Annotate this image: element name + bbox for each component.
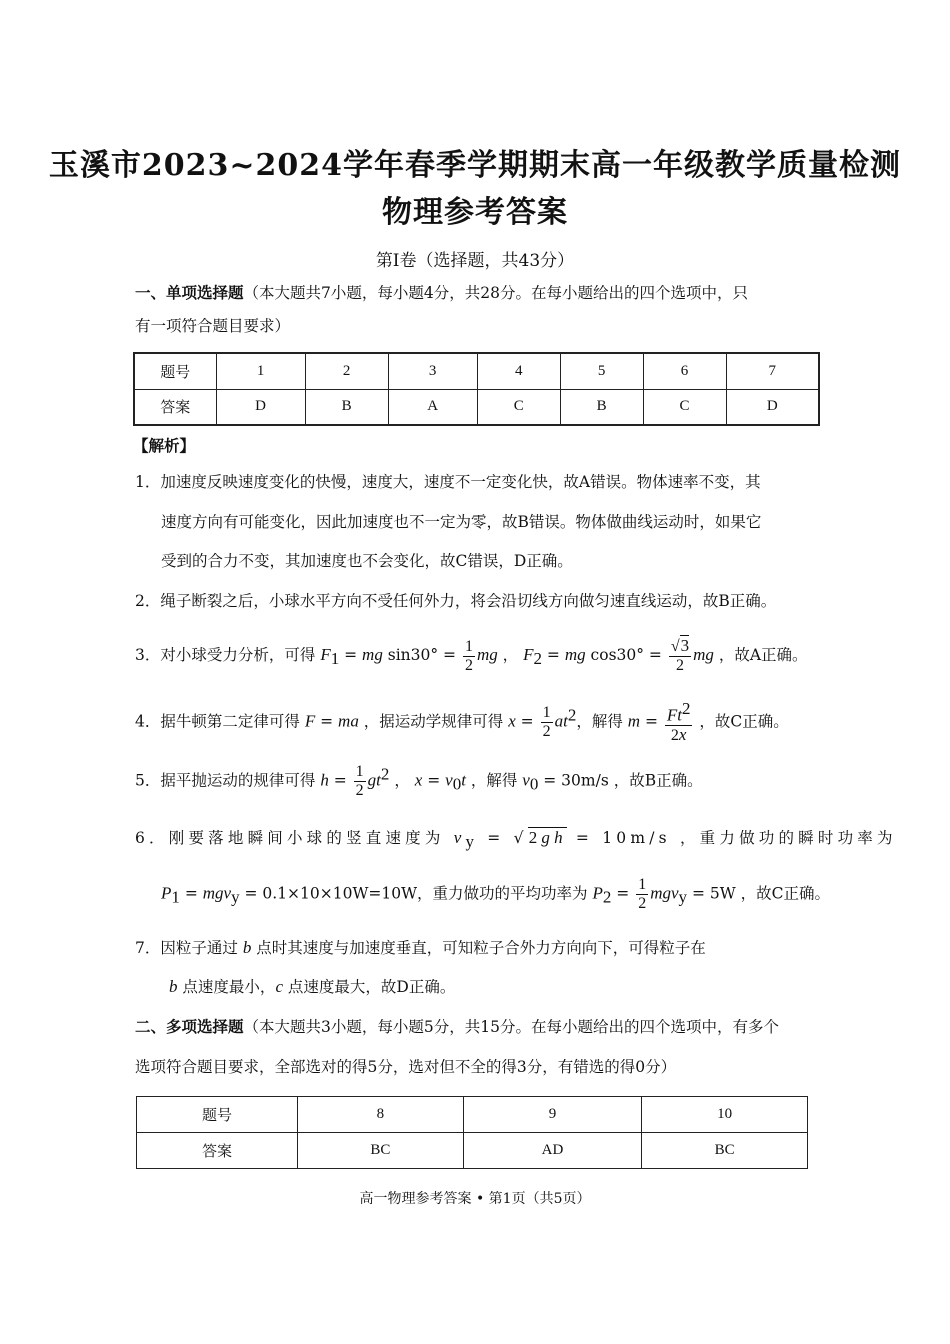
math-variable: m [627, 711, 641, 731]
math-variable: mg [362, 645, 383, 664]
row-label: 答案 [134, 389, 216, 425]
text-run: ， [497, 646, 524, 664]
table-row [137, 1133, 808, 1169]
question-number: 10 [642, 1097, 808, 1133]
text-run: = [542, 646, 565, 664]
math-variable: Ft [666, 705, 682, 725]
section1-desc: （本大题共7小题，每小题4分，共28分。在每小题给出的四个选项中，只 [243, 284, 748, 302]
table-row [134, 389, 819, 425]
row-label: 答案 [137, 1133, 298, 1169]
math-fraction [541, 704, 553, 741]
section1-intro [135, 282, 820, 304]
table-row [137, 1097, 808, 1133]
math-variable: mgv [650, 883, 679, 903]
answer-table-2 [136, 1096, 808, 1169]
math-variable: mg [564, 645, 586, 664]
math-subscript: y [231, 887, 240, 907]
question-number: 2 [305, 353, 388, 389]
item-number: 5． [135, 771, 161, 790]
item-number: 6． [135, 829, 169, 847]
section1-heading: 一、单项选择题 [135, 283, 244, 302]
math-variable: gt [367, 770, 381, 790]
text-run: 2 [464, 656, 473, 674]
text-run: 2 [528, 828, 542, 847]
item-number: 7． [135, 939, 161, 957]
fraction-numerator [463, 638, 475, 657]
answer-table-1 [133, 352, 820, 426]
table-row [134, 353, 819, 389]
page-footer: 高一物理参考答案 • 第1页（共5页） [359, 1191, 591, 1207]
text-run: ，故C正确。 [694, 712, 789, 731]
math-subscript: 2 [602, 887, 612, 907]
answer-cell: C [477, 389, 560, 425]
text-run: = 5W ，故C正确。 [687, 884, 830, 903]
math-variable: ma [338, 711, 359, 731]
text-run: = [611, 884, 635, 903]
answer-cell: AD [463, 1133, 642, 1169]
section2-intro [135, 1016, 820, 1038]
math-superscript: 2 [380, 764, 390, 784]
question-number: 7 [726, 353, 819, 389]
text-run: = [515, 712, 539, 731]
part-heading: 第Ⅰ卷（选择题，共43分） [375, 251, 575, 271]
explanation-line [135, 700, 820, 745]
answer-cell: A [388, 389, 477, 425]
math-variable: F [304, 711, 316, 731]
explanation-line [169, 976, 854, 998]
item-number: 3． [135, 646, 161, 664]
math-variable: x [678, 725, 687, 745]
math-variable: P [592, 883, 603, 903]
math-variable: mgv [202, 883, 232, 903]
math-variable: F [523, 645, 534, 664]
math-variable: h [320, 770, 329, 790]
math-subscript: y [465, 832, 479, 852]
item-number: 2． [135, 592, 161, 610]
math-variable: c [275, 977, 283, 996]
explanation-line [161, 876, 846, 913]
row-label: 题号 [134, 353, 216, 389]
sqrt-sign: √ [670, 638, 680, 655]
text-run: 速度方向有可能变化，因此加速度也不一定为零，故B错误。物体做曲线运动时，如果它 [161, 513, 762, 531]
text-run: = [339, 646, 363, 664]
text-run: = [640, 712, 663, 731]
explanation-line [161, 550, 846, 572]
answer-cell: B [560, 389, 643, 425]
section1-desc-2: 有一项符合题目要求） [135, 317, 291, 335]
text-run: ， [389, 771, 415, 790]
text-run: 刚要落地瞬间小球的竖直速度为 [168, 829, 454, 847]
answer-cell: D [216, 389, 305, 425]
text-run: = [179, 884, 203, 903]
text-run: 1 [638, 876, 647, 893]
text-run: 受到的合力不变，其加速度也不会变化，故C错误，D正确。 [161, 552, 573, 570]
math-subscript: y [678, 887, 688, 907]
math-subscript: 1 [330, 649, 340, 669]
text-run: 3 [680, 636, 690, 655]
text-run: 因粒子通过 [160, 939, 243, 957]
math-variable: mg [693, 645, 714, 664]
section2-desc-2: 选项符合题目要求，全部选对的得5分，选对但不全的得3分，有错选的得0分） [135, 1058, 677, 1076]
question-number: 3 [388, 353, 477, 389]
text-run: 点速度最小， [177, 978, 276, 996]
math-variable: mg [476, 645, 498, 664]
math-fraction [354, 763, 366, 800]
fraction-numerator [669, 637, 691, 657]
question-number: 8 [298, 1097, 464, 1133]
text-run: 点时其速度与加速度垂直，可知粒子合外力方向向下，可得粒子在 [251, 939, 706, 957]
text-run: sin30° = [382, 646, 461, 664]
math-variable: v [453, 828, 466, 847]
question-number: 1 [216, 353, 305, 389]
row-label: 题号 [137, 1097, 298, 1133]
text-run: 2 [638, 895, 647, 912]
math-variable: b [169, 977, 178, 996]
text-run: 点速度最大，故D正确。 [282, 978, 456, 996]
text-run: 据平抛运动的规律可得 [160, 771, 321, 790]
math-subscript: 0 [529, 774, 539, 794]
math-subscript: 1 [171, 887, 180, 907]
text-run: ，故A正确。 [713, 646, 808, 664]
math-superscript: 2 [567, 705, 577, 725]
math-subscript: 0 [452, 774, 462, 794]
explanation-line [135, 763, 820, 800]
question-number: 9 [463, 1097, 642, 1133]
item-number: 1． [135, 473, 161, 491]
math-variable: x [508, 711, 516, 731]
fraction-numerator [636, 876, 648, 895]
math-variable: gh [541, 828, 567, 847]
fraction-numerator [354, 763, 366, 782]
section2-desc: （本大题共3小题，每小题5分，共15分。在每小题给出的四个选项中，有多个 [243, 1018, 779, 1036]
math-variable: P [161, 883, 172, 903]
text-run: = 30m/s ，故B正确。 [538, 771, 703, 790]
fraction-denominator [638, 895, 646, 913]
fraction-numerator [665, 700, 693, 726]
item-number: 4． [135, 712, 161, 731]
explanation-line [135, 637, 820, 675]
answer-cell: D [726, 389, 819, 425]
explanation-line [135, 937, 820, 959]
explanation-line [135, 471, 820, 493]
text-run: = √ [478, 829, 528, 847]
text-run: 1 [355, 763, 364, 780]
text-run: 2 [675, 657, 684, 674]
fraction-denominator [543, 723, 551, 741]
text-run: 绳子断裂之后，小球水平方向不受任何外力，将会沿切线方向做匀速直线运动，故B正确。 [160, 592, 777, 610]
text-run: 据牛顿第二定律可得 [160, 712, 305, 731]
question-number: 4 [477, 353, 560, 389]
question-number: 6 [643, 353, 726, 389]
section2-heading: 二、多项选择题 [135, 1017, 244, 1036]
text-run: 1 [542, 704, 551, 722]
math-subscript: 2 [533, 649, 542, 669]
math-variable: v [445, 770, 453, 790]
math-fraction [463, 638, 475, 675]
math-fraction [636, 876, 648, 913]
document-subtitle: 物理参考答案 [382, 195, 568, 230]
text-run: 2 [542, 723, 551, 741]
answer-cell: B [305, 389, 388, 425]
fraction-denominator [356, 782, 364, 800]
fraction-denominator [465, 657, 473, 675]
analysis-label: 【解析】 [133, 436, 196, 455]
text-run: ，解得 [465, 771, 523, 790]
answer-cell: C [643, 389, 726, 425]
answer-cell: BC [642, 1133, 808, 1169]
math-variable: F [320, 645, 331, 664]
text-run: 1 [464, 637, 473, 655]
text-run: 加速度反映速度变化的快慢，速度大，速度不一定变化快，故A错误。物体速率不变，其 [160, 473, 761, 491]
fraction-denominator [676, 657, 684, 675]
math-fraction [669, 637, 691, 675]
document-title: 玉溪市2023~2024学年春季学期期末高一年级教学质量检测 [48, 148, 902, 183]
text-run: cos30° = [585, 646, 667, 664]
text-run: = 10m/s ，重力做功的瞬时功率为 [566, 829, 897, 847]
explanation-line [161, 511, 846, 533]
text-run: = [422, 771, 446, 790]
explanation-line [135, 590, 820, 612]
text-run: = [315, 712, 339, 731]
question-number: 5 [560, 353, 643, 389]
math-variable: t [461, 770, 466, 790]
fraction-numerator [541, 704, 553, 723]
fraction-denominator [671, 726, 687, 745]
text-run: ，解得 [576, 712, 628, 731]
text-run: = [328, 771, 352, 790]
answer-cell: BC [298, 1133, 464, 1169]
math-sqrt [680, 635, 690, 655]
math-sqrt [528, 827, 567, 847]
explanation-line [135, 827, 897, 853]
math-superscript: 2 [681, 699, 691, 718]
text-run: 2 [670, 727, 679, 745]
text-run: 2 [355, 782, 364, 799]
math-variable: x [414, 770, 423, 790]
math-variable: at [554, 711, 568, 731]
text-run: 对小球受力分析，可得 [160, 646, 321, 664]
text-run: ，据运动学规律可得 [358, 712, 509, 731]
math-variable: v [522, 770, 530, 790]
text-run: = 0.1×10×10W=10W，重力做功的平均功率为 [239, 884, 593, 903]
math-fraction [665, 700, 693, 745]
math-variable: b [242, 938, 252, 957]
